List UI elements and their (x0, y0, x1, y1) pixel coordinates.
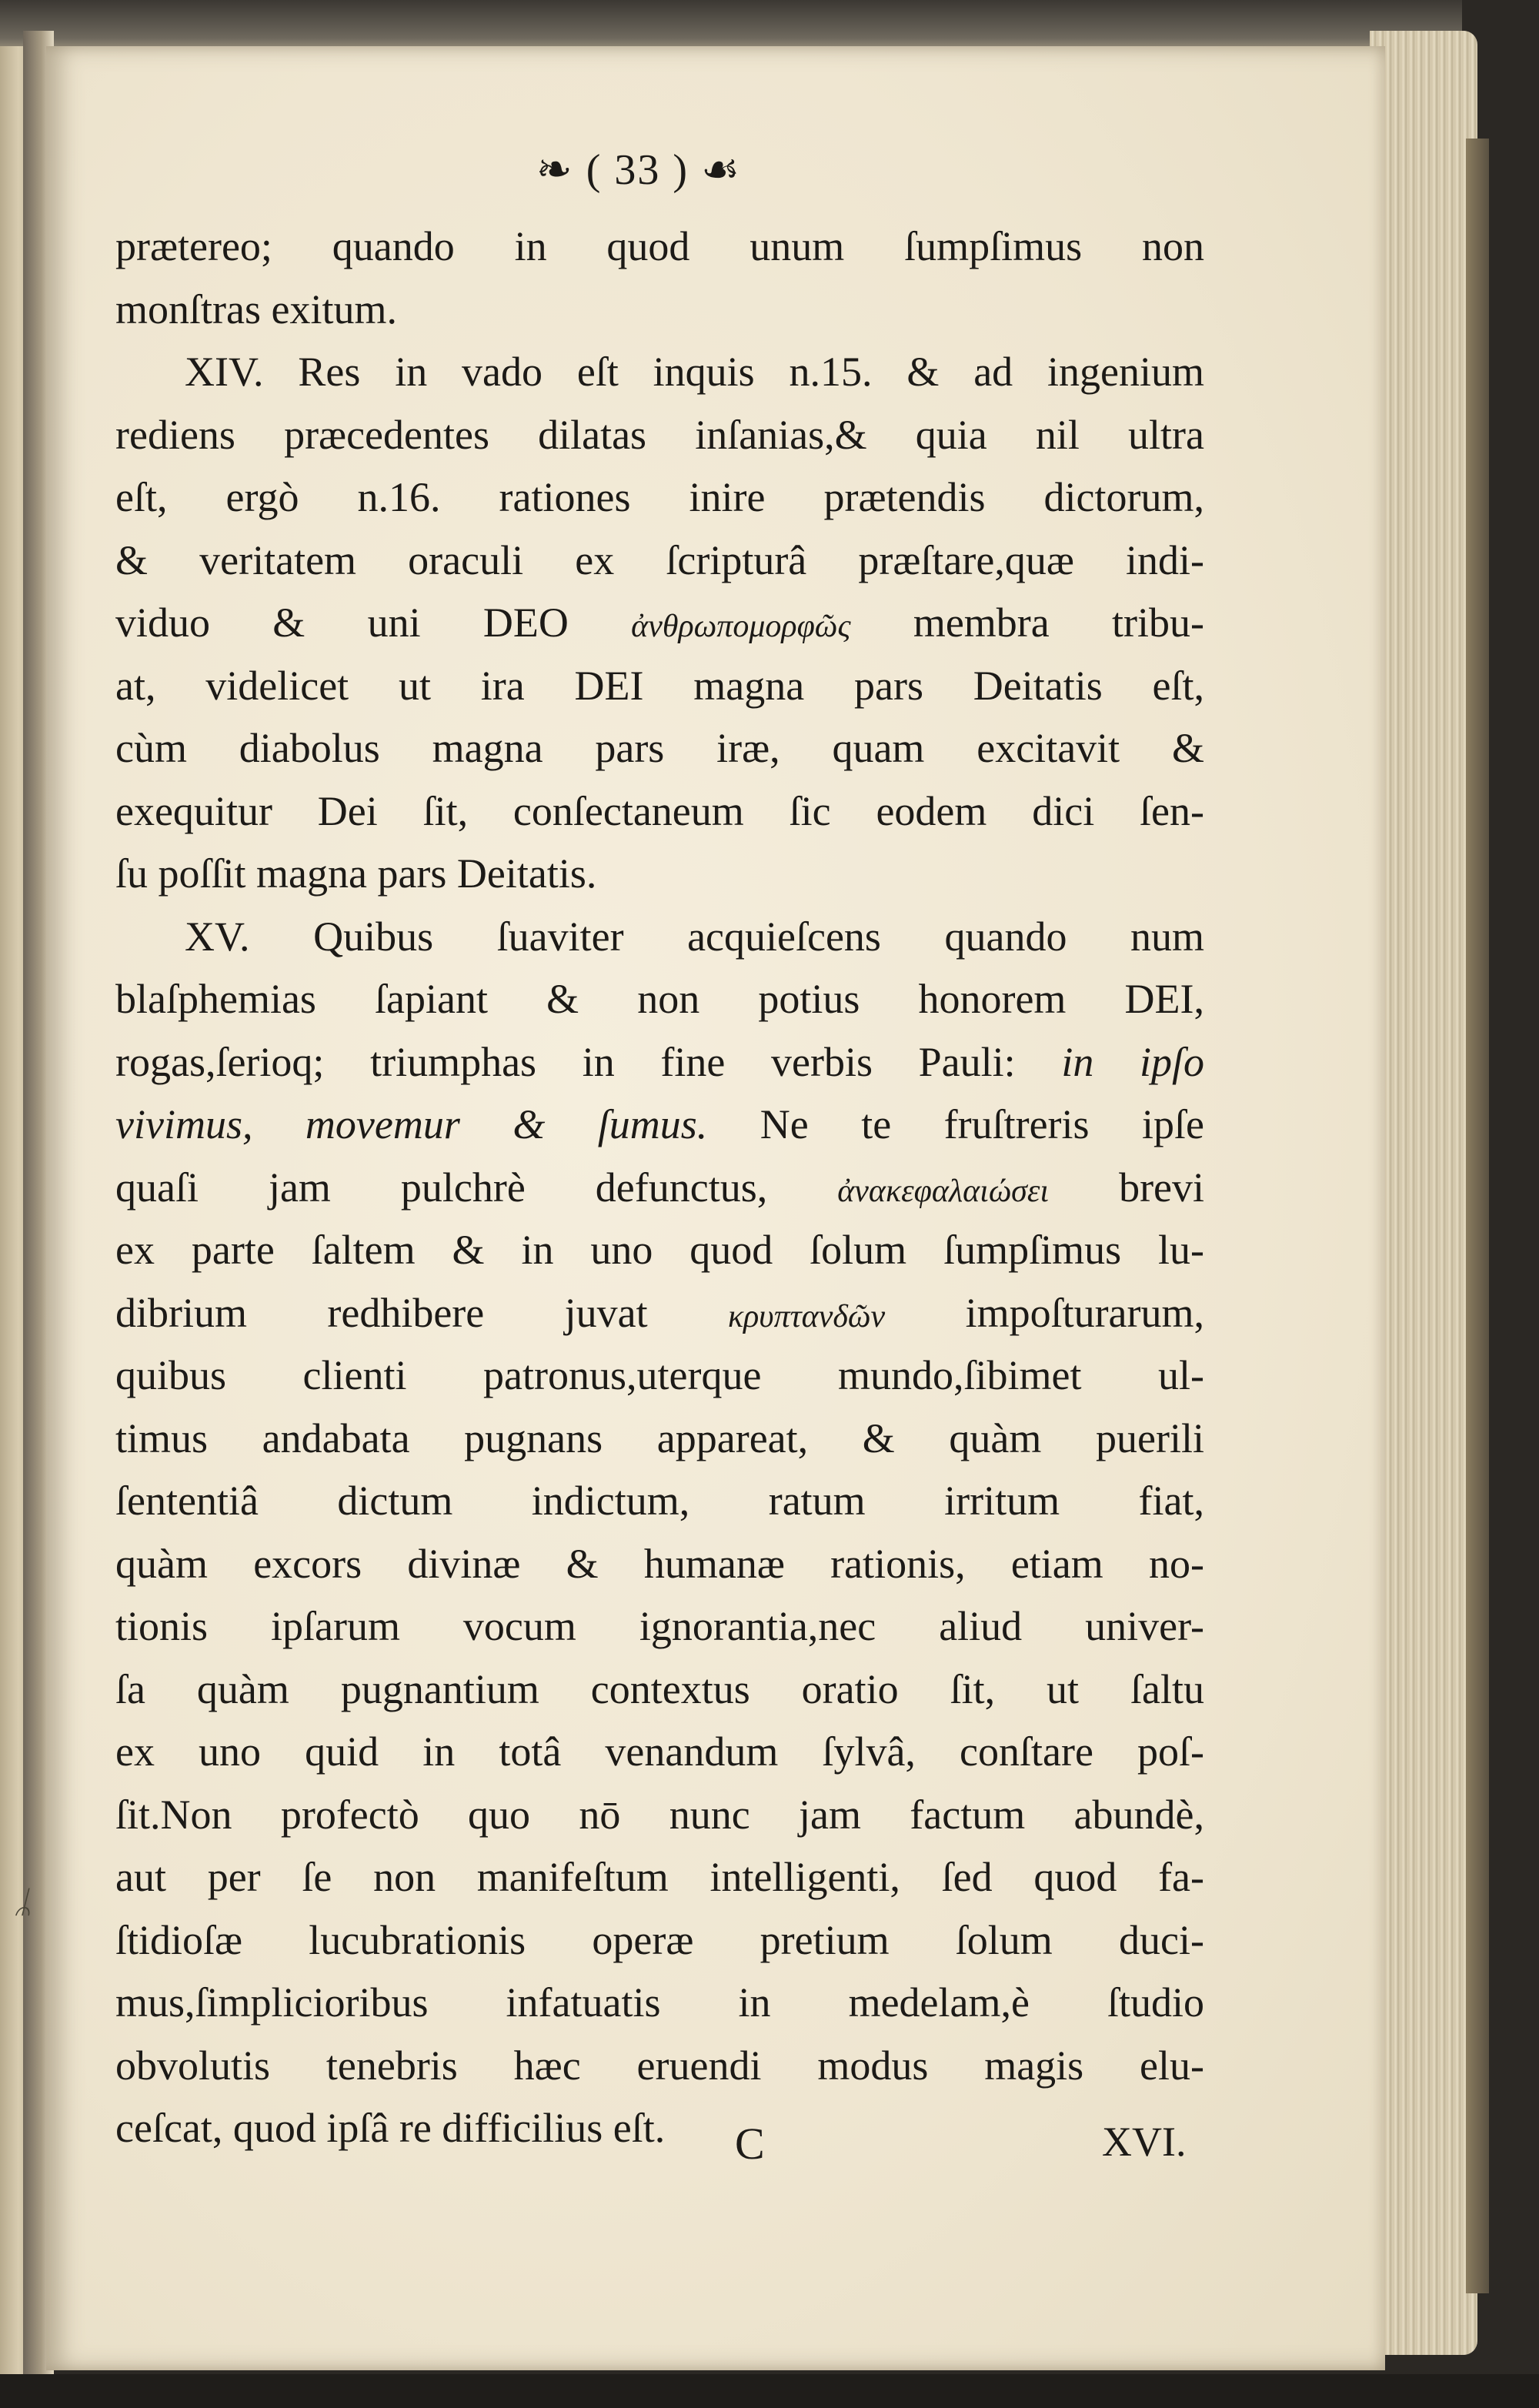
margin-mark: ᛦ (14, 1885, 32, 1919)
text-line: quibus clienti patronus,uterque mundo,ſibimet ul- (115, 1352, 1204, 1398)
text-segment: viduo & uni DEO (115, 599, 569, 646)
catchword: XVI. (1102, 2119, 1187, 2165)
text-line: mus,ſimplicioribus infatuatis in medelam,è ſtudio (115, 1979, 1204, 2026)
text-line: aut per ſe non manifeſtum intelligenti, ſed quod fa- (115, 1854, 1204, 1900)
page-edges (1370, 31, 1477, 2355)
text-line (115, 1282, 1204, 1345)
text-line: tionis ipſarum vocum ignorantia,nec aliud univer- (115, 1603, 1204, 1649)
text-line: XV. Quibus ſuaviter acquieſcens quando num (185, 913, 1204, 960)
left-ornament-icon: ❧ (536, 146, 574, 194)
text-line: at, videlicet ut ira DEI magna pars Deitatis eſt, (115, 662, 1204, 709)
text-line: & veritatem oraculi ex ſcripturâ præſtare,quæ indi- (115, 536, 1204, 583)
text-line: obvolutis tenebris hæc eruendi modus magis elu- (115, 2042, 1204, 2089)
text-line: exequitur Dei ſit, conſectaneum ſic eodem dici ſen- (115, 787, 1204, 834)
text-line (115, 1031, 1204, 1094)
right-ornament-icon: ☙ (701, 146, 742, 194)
text-line (115, 592, 1204, 655)
italic-quote: in ipſo (1061, 1038, 1204, 1085)
italic-quote: vivimus, movemur & ſumus. (115, 1101, 708, 1147)
text-line: eſt, ergò n.16. rationes inire prætendis dictorum, (115, 474, 1204, 520)
text-segment: impoſturarum, (965, 1289, 1204, 1336)
greek-word: ἀνθρωπομορφῶς (631, 609, 851, 644)
text-line: ſtidioſæ lucubrationis operæ pretium ſolum duci- (115, 1916, 1204, 1963)
text-line: quàm excors divinæ & humanæ rationis, etiam no- (115, 1540, 1204, 1587)
text-segment: membra tribu- (913, 599, 1204, 646)
greek-word: κρυπτανδῶν (727, 1298, 886, 1334)
page-edges-shadow (1466, 139, 1489, 2293)
text-line: prætereo; quando in quod unum ſumpſimus non (115, 223, 1204, 269)
page-header (462, 145, 816, 195)
text-line: timus andabata pugnans appareat, & quàm puerili (115, 1414, 1204, 1461)
text-segment: quaſi jam pulchrè defunctus, (115, 1164, 768, 1211)
text-line: ſu poſſit magna pars Deitatis. (115, 850, 597, 897)
text-line: ſa quàm pugnantium contextus oratio ſit, ut ſaltu (115, 1665, 1204, 1712)
text-segment: Ne te fruſtreris ipſe (759, 1101, 1204, 1147)
text-line: ſit.Non profectò quo nō nunc jam factum abundè, (115, 1791, 1204, 1838)
text-segment: brevi (1119, 1164, 1204, 1211)
text-line: blaſphemias ſapiant & non potius honorem DEI, (115, 976, 1204, 1022)
signature-mark: C (735, 2119, 765, 2169)
text-line: ceſcat, quod ipſâ re difficilius eſt. (115, 2105, 666, 2151)
text-line: XIV. Res in vado eſt inquis n.15. & ad ingenium (185, 349, 1204, 395)
text-line: cùm diabolus magna pars iræ, quam excitavit & (115, 725, 1204, 771)
text-line (115, 1094, 1204, 1157)
greek-word: ἀνακεφαλαιώσει (837, 1173, 1050, 1209)
text-line: ex uno quid in totâ venandum ſylvâ, conſtare poſ- (115, 1728, 1204, 1775)
text-line (115, 1157, 1204, 1220)
text-segment: rogas,ſerioq; triumphas in fine verbis Pauli: (115, 1038, 1016, 1085)
text-line: monſtras exitum. (115, 286, 397, 332)
text-line: ſententiâ dictum indictum, ratum irritum fiat, (115, 1478, 1204, 1524)
page-number: ( 33 ) (586, 146, 689, 194)
bottom-shadow (0, 2374, 1539, 2408)
text-segment: dibrium redhibere juvat (115, 1289, 648, 1336)
body-text (115, 215, 1204, 2160)
text-line: rediens præcedentes dilatas inſanias,& quia nil ultra (115, 411, 1204, 458)
text-line: ex parte ſaltem & in uno quod ſolum ſumpſimus lu- (115, 1227, 1204, 1273)
